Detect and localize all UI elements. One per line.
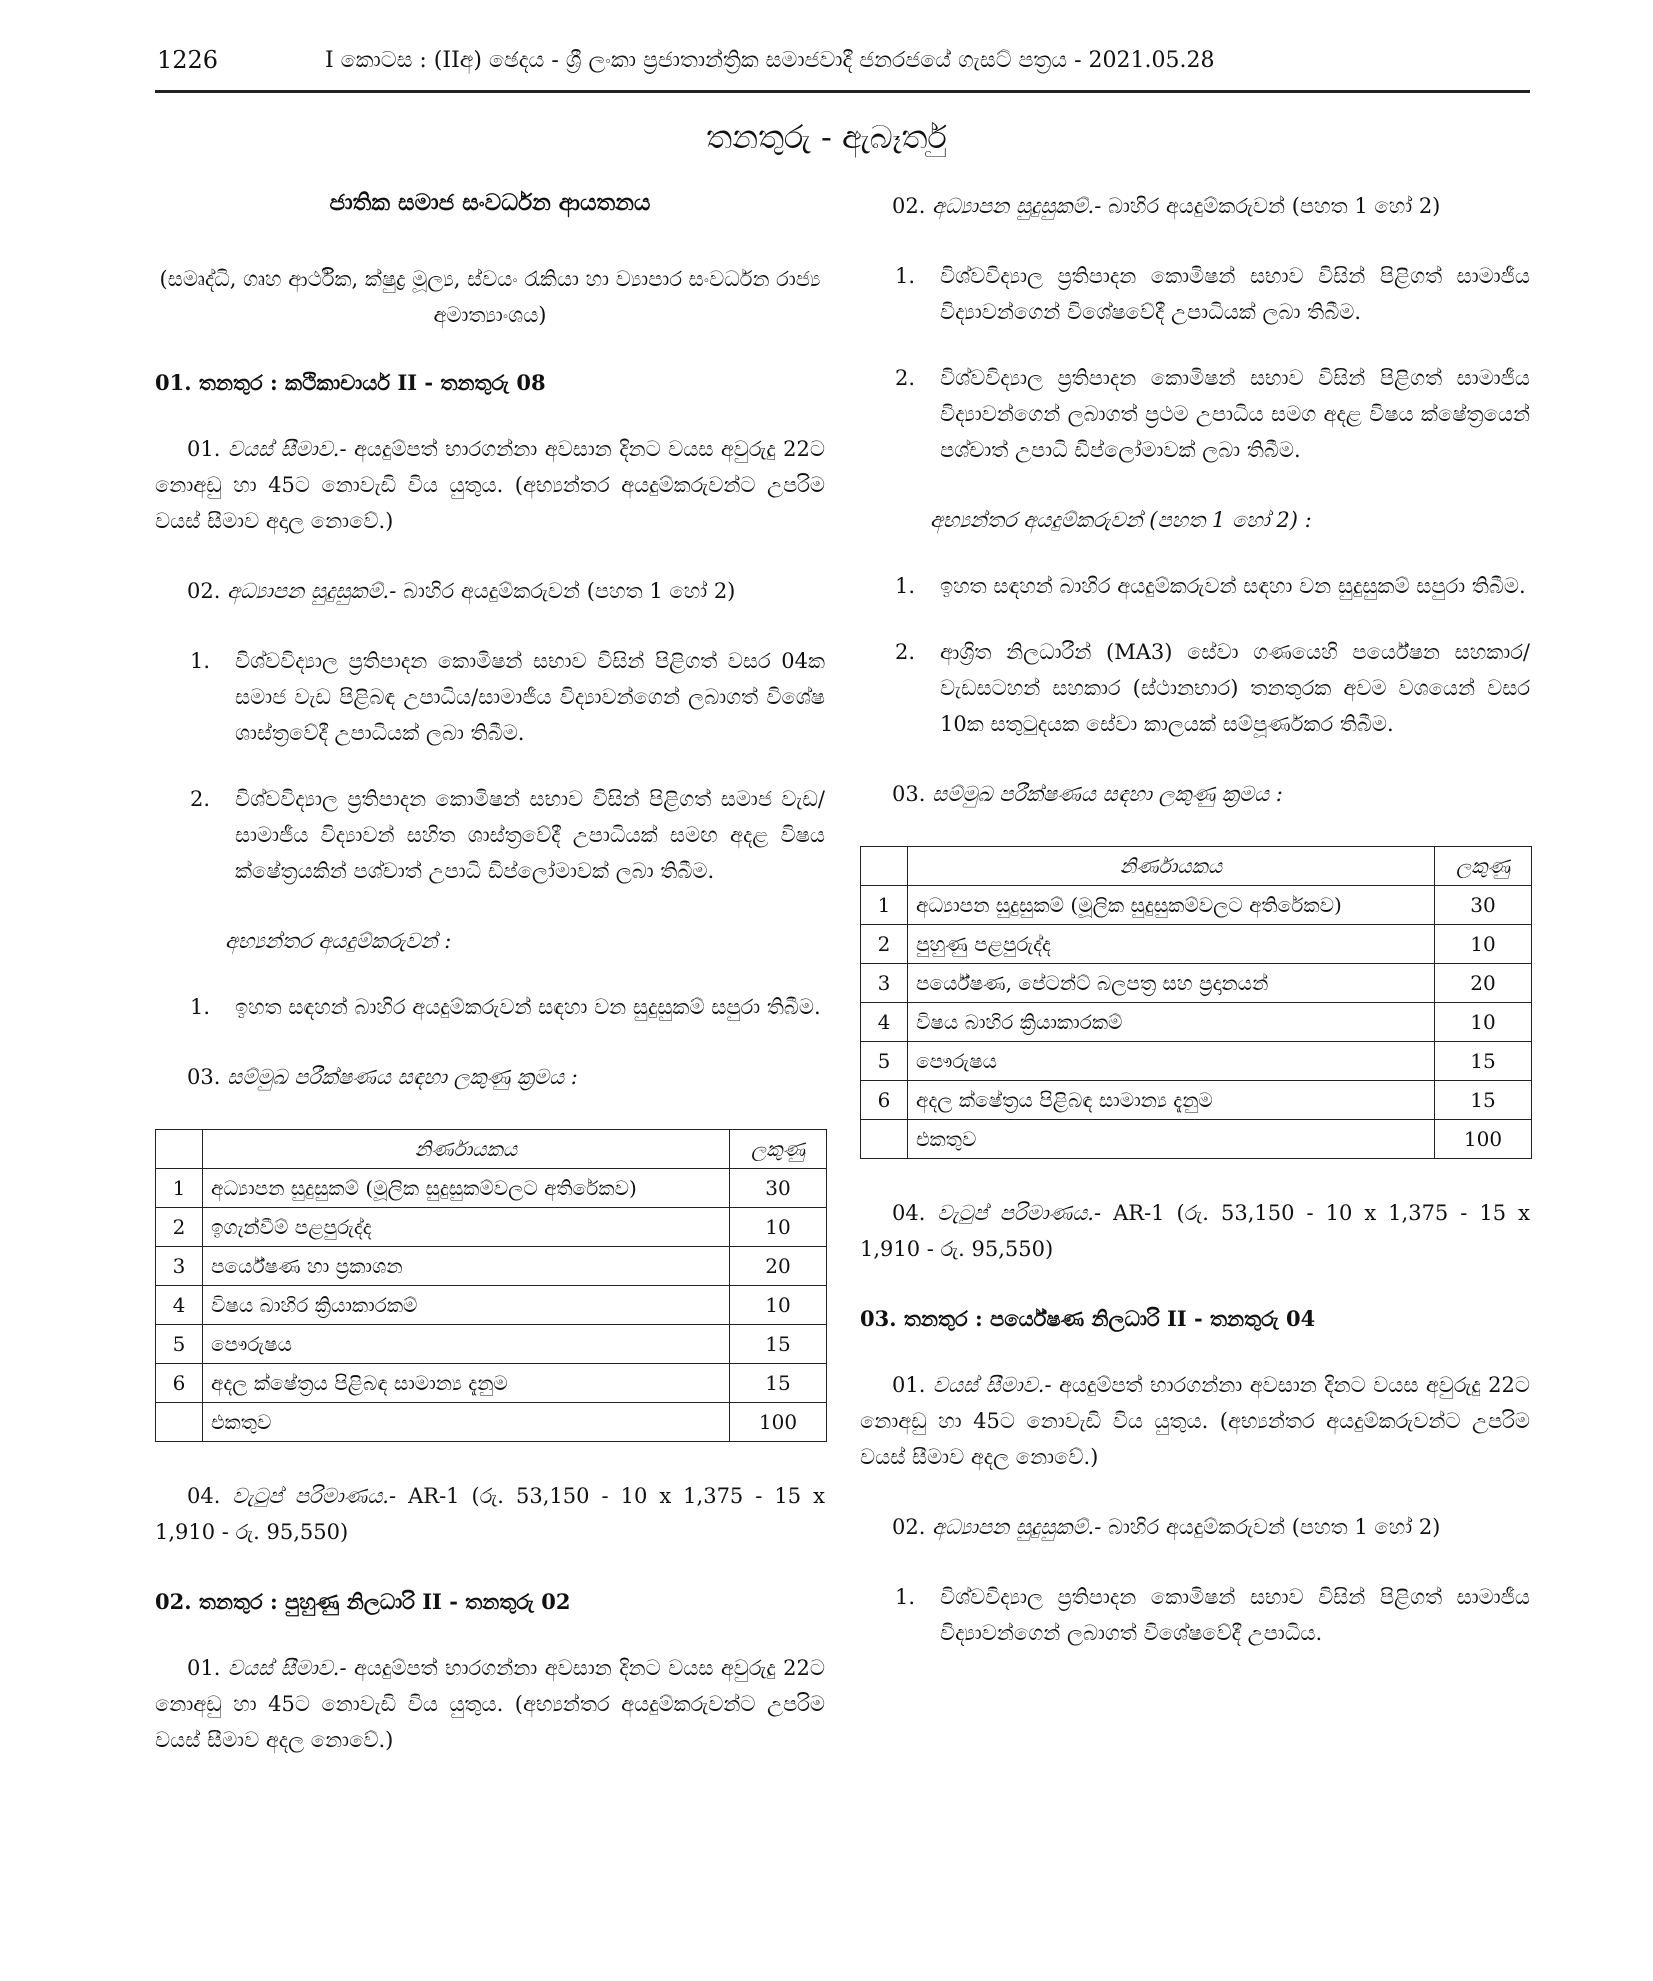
- table-total-row: එකතුව 100: [156, 1403, 827, 1442]
- education-paragraph: 02. අධ්‍යාපන සුදුසුකම්.- බාහිර අයදුම්කරුවන් (පහත 1 හෝ 2): [892, 1515, 1441, 1539]
- internal-list: [155, 989, 825, 1025]
- list-item: 1. ඉහත සඳහන් බාහිර අයදුම්කරුවන් සඳහා වන සුදුසුකම් සපුරා තිබීම.: [190, 995, 821, 1019]
- internal-list: [860, 568, 1530, 742]
- position-3-title: 03. තනතුර : පර්යේෂණ නිලධාරි II - තනතුරු 04: [860, 1306, 1316, 1331]
- left-column: [155, 185, 825, 1792]
- main-title: තනතුරු - ඇබෑර්තු: [706, 118, 947, 156]
- table-row: 5 පෞරුෂය 15: [156, 1325, 827, 1364]
- list-item: 2. විශ්වවිද්‍යාල ප්‍රතිපාදන කොමිෂන් සභාව විසින් පිළිගත් සමාජ වැඩ/සාමාජීය විද්‍යාවන් සහිත ශාස්ත්‍රවේදී උපාධියක් සමඟ අදළ විෂය ක්ෂේත්‍රයකින් පශ්චාත් උපාධි ඩිප්ලෝමාවක් ලබා තිබීම.: [190, 787, 825, 883]
- table-row: 3 පර්යේෂණ, පේටන්ට් බලපත්‍ර සහ ප්‍රදානයන් 20: [861, 964, 1532, 1003]
- ministry-name: (සමෘද්ධි, ගෘහ ආර්ථික, ක්ෂුද්‍ර මූල්‍ය, ස්වයං රැකියා හා ව්‍යාපාර සංවර්ධන රාජ්‍ය අමාත්‍යාංශය): [159, 267, 821, 327]
- salary-scale-paragraph: 04. වැටුප් පරිමාණය.- AR-1 (රු. 53,150 - 10 x 1,375 - 15 x 1,910 - රු. 95,550): [860, 1201, 1530, 1261]
- marks-scheme-heading: 03. සම්මුඛ පරීක්ෂණය සඳහා ලකුණු ක්‍රමය :: [187, 1065, 578, 1089]
- internal-applicants-heading: අභ්‍යන්තර අයදුම්කරුවන් :: [225, 929, 452, 953]
- education-paragraph: 02. අධ්‍යාපන සුදුසුකම්.- බාහිර අයදුම්කරුවන් (පහත 1 හෝ 2): [187, 579, 736, 603]
- table-row: 3 පර්යේෂණ හා ප්‍රකාශන 20: [156, 1247, 827, 1286]
- education-list: [860, 1579, 1530, 1651]
- table-row: 6 අදල ක්ෂේත්‍රය පිළිබඳ සාමාන්‍ය දැනුම 15: [156, 1364, 827, 1403]
- marks-table: [860, 846, 1532, 1159]
- table-header-row: [861, 847, 1532, 886]
- age-limit-paragraph: 01. වයස් සීමාව.- අයදුම්පත් භාරගන්නා අවසාන දිනට වයස අවුරුදු 22ට නොඅඩු හා 45ට නොවැඩි විය යුතුය. (අභ්‍යන්තර අයදුම්කරුවන්ට උපරිම වයස් සීමාව අදල නොවේ.): [155, 1656, 825, 1752]
- table-total-row: එකතුව 100: [861, 1120, 1532, 1159]
- list-item: 2. විශ්වවිද්‍යාල ප්‍රතිපාදන කොමිෂන් සභාව විසින් පිළිගත් සාමාජීය විද්‍යාවන්ගෙන් ලබාගත් ප්‍රථම උපාධිය සමග අදළ විෂය ක්ෂේත්‍රයෙන් පශ්චාත් උපාධි ඩිප්ලෝමාවක් ලබා තිබීම.: [895, 366, 1530, 462]
- position-2-title: 02. තනතුර : පුහුණු නිලධාරි II - තනතුරු 02: [155, 1589, 571, 1614]
- table-row: 5 පෞරුෂය 15: [861, 1042, 1532, 1081]
- internal-applicants-heading: අභ්‍යන්තර අයදුම්කරුවන් (පහත 1 හෝ 2) :: [930, 508, 1312, 532]
- position-1-title: 01. තනතුර : කථිකාචාර්ය II - තනතුරු 08: [155, 370, 546, 395]
- table-row: 2 ඉගැන්වීම් පළපුරුද්ද 10: [156, 1208, 827, 1247]
- age-limit-paragraph: 01. වයස් සීමාව.- අයදුම්පත් භාරගන්නා අවසාන දිනට වයස අවුරුදු 22ට නොඅඩු හා 45ට නොවැඩි විය යුතුය. (අභ්‍යන්තර අයදුම්කරුවන්ට උපරිම වයස් සීමාව අදාල නොවේ.): [155, 437, 825, 533]
- list-item: 1. ඉහත සඳහන් බාහිර අයදුම්කරුවන් සඳහා වන සුදුසුකම් සපුරා තිබීම.: [895, 574, 1526, 598]
- age-limit-paragraph: 01. වයස් සීමාව.- අයදුම්පත් භාරගන්නා අවසාන දිනට වයස අවුරුදු 22ට නොඅඩු හා 45ට නොවැඩි විය යුතුය. (අභ්‍යන්තර අයදුම්කරුවන්ට උපරිම වයස් සීමාව අදල නොවේ.): [860, 1373, 1530, 1469]
- table-header-row: [156, 1130, 827, 1169]
- table-row: 4 විෂය බාහිර ක්‍රියාකාරකම් 10: [861, 1003, 1532, 1042]
- salary-scale-paragraph: 04. වැටුප් පරිමාණය.- AR-1 (රු. 53,150 - 10 x 1,375 - 15 x 1,910 - රු. 95,550): [155, 1484, 825, 1544]
- table-header-cell: [861, 847, 908, 886]
- education-list: [155, 643, 825, 889]
- table-row: 4 විෂය බාහිර ක්‍රියාකාරකම් 10: [156, 1286, 827, 1325]
- table-header-cell: [156, 1130, 203, 1169]
- table-row: 6 අදල ක්ෂේත්‍රය පිළිබඳ සාමාන්‍ය දැනුම 15: [861, 1081, 1532, 1120]
- education-paragraph: 02. අධ්‍යාපන සුදුසුකම්.- බාහිර අයදුම්කරුවන් (පහත 1 හෝ 2): [892, 194, 1441, 218]
- list-item: 1. විශ්වවිද්‍යාල ප්‍රතිපාදන කොමිෂන් සභාව විසින් පිළිගත් සාමාජීය විද්‍යාවන්ගෙන් විශේෂවේදී උපාධියක් ලබා තිබීම.: [895, 264, 1530, 324]
- education-list: [860, 258, 1530, 468]
- marks-table: [155, 1129, 827, 1442]
- table-header-cell: නිර්ණායකය: [908, 847, 1435, 886]
- list-item: 1. විශ්වවිද්‍යාල ප්‍රතිපාදන කොමිෂන් සභාව විසින් පිළිගත් සාමාජීය විද්‍යාවන්ගෙන් ලබාගත් විශේෂවේදී උපාධිය.: [895, 1585, 1530, 1645]
- page-header: [155, 40, 1530, 93]
- gazette-header-title: I කොටස : (IIඅ) ඡෙදය - ශ්‍රී ලංකා ප්‍රජාතාන්ත්‍රික සමාජවාදී ජනරජයේ ගැසට් පත්‍රය - 2021.05.28: [325, 48, 1215, 73]
- table-row: 1 අධ්‍යාපන සුදුසුකම් (මූලික සුදුසුකම්වලට අතිරේකව) 30: [861, 886, 1532, 925]
- page-number: 1226: [157, 46, 219, 74]
- table-header-cell: ලකුණු: [1435, 847, 1532, 886]
- table-row: 2 පුහුණු පළපුරුද්ද 10: [861, 925, 1532, 964]
- table-row: 1 අධ්‍යාපන සුදුසුකම් (මූලික සුදුසුකම්වලට අතිරේකව) 30: [156, 1169, 827, 1208]
- table-header-cell: ලකුණු: [730, 1130, 827, 1169]
- marks-scheme-heading: 03. සම්මුඛ පරීක්ෂණය සඳහා ලකුණු ක්‍රමය :: [892, 782, 1283, 806]
- list-item: 2. ආශ්‍රිත නිලධාරීන් (MA3) සේවා ගණයෙහි පර්යේෂන සහකාර/ වැඩසටහන් සහකාර (ස්ථානභාර) තනතුරක අවම වශයෙන් වසර 10ක සතුටුදයක සේවා කාලයක් සම්පූර්ණකර තිබීම.: [895, 640, 1530, 736]
- right-column: [860, 188, 1530, 1685]
- table-header-cell: නිර්ණායකය: [203, 1130, 730, 1169]
- list-item: 1. විශ්වවිද්‍යාල ප්‍රතිපාදන කොමිෂන් සභාව විසින් පිළිගත් වසර 04ක සමාජ වැඩ පිළිබඳ උපාධිය/සාමාජීය විද්‍යාවන්ගෙන් ලබාගත් විශේෂ ශාස්ත්‍රවේදී උපාධියක් ලබා තිබීම.: [190, 649, 825, 745]
- institute-title: ජාතික සමාජ සංවර්ධන ආයතනය: [329, 189, 651, 216]
